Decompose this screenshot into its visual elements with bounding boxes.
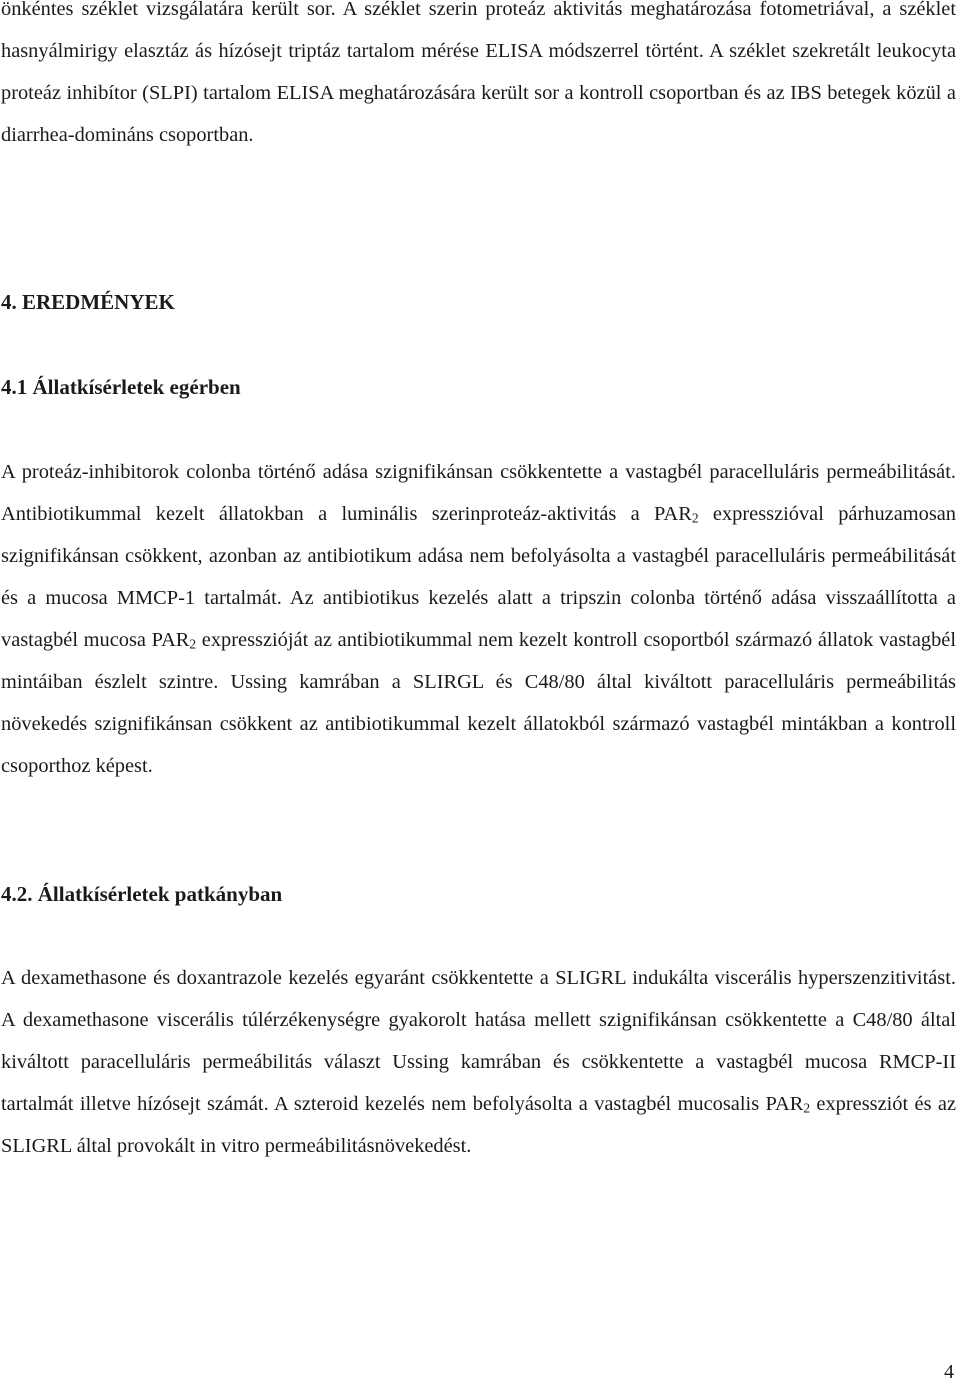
paragraph-4-1-part-a: A proteáz-inhibitorok colonba történő adása szignifikánsan csökkentette a vastagbél paracelluláris permeábilitását. Antibiotikummal kezelt állatokban a luminális szerinproteáz-aktivitás a PAR [1, 461, 956, 525]
page-number: 4 [944, 1361, 954, 1383]
subsection-heading-4-2: 4.2. Állatkísérletek patkányban [1, 882, 283, 906]
paragraph-4-1-part-c: expresszióját az antibiotikummal nem kezelt kontroll csoportból származó állatok vastagbél mintáiban észlelt szintre. Ussing kamrában a SLIRGL és C48/80 által kiváltott paracelluláris permeábilitás növekedés szignifikánsan csökkent az antibiotikummal kezelt állatokból származó vastagbél mintákban a kontroll csoporthoz képest. [1, 629, 956, 777]
paragraph-4-2-part-a: A dexamethasone és doxantrazole kezelés egyaránt csökkentette a SLIGRL indukálta viscerális hyperszenzitivitást. A dexamethasone viscerális túlérzékenységre gyakorolt hatása mellett szignifikánsan csökkentette a C48/80 által kiváltott paracelluláris permeábilitás választ Ussing kamrában és csökkentette a vastagbél mucosa RMCP-II tartalmát illetve hízósejt számát. A szteroid kezelés nem befolyásolta a vastagbél mucosalis PAR [1, 967, 956, 1115]
paragraph-4-1-part-b: expresszióval párhuzamosan szignifikánsan csökkent, azonban az antibiotikum adása nem befolyásolta a vastagbél paracelluláris permeábilitását és a mucosa MMCP-1 tartalmát. Az antibiotikus kezelés alatt a tripszin colonba történő adása visszaállította a vastagbél mucosa PAR [1, 503, 957, 651]
section-heading-results: 4. EREDMÉNYEK [1, 290, 175, 314]
paragraph-4-2 [1, 957, 956, 1167]
paragraph-4-2-part-b: expressziót és az SLIGRL által provokált in vitro permeábilitásnövekedést. [1, 1093, 957, 1157]
subsection-heading-4-1: 4.1 Állatkísérletek egérben [1, 375, 241, 399]
par2-subscript: 2 [803, 1100, 811, 1116]
par2-subscript: 2 [691, 510, 699, 526]
par2-subscript: 2 [189, 636, 197, 652]
intro-paragraph: önkéntes széklet vizsgálatára került sor. A széklet szerin proteáz aktivitás meghatározása fotometriával, a széklet hasnyálmirigy elasztáz ás hízósejt triptáz tartalom mérése ELISA módszerrel történt. A széklet szekretált leukocyta proteáz inhibítor (SLPI) tartalom ELISA meghatározására került sor a kontroll csoportban és az IBS betegek közül a diarrhea-domináns csoportban. [1, 0, 956, 146]
paragraph-4-1 [1, 451, 956, 787]
